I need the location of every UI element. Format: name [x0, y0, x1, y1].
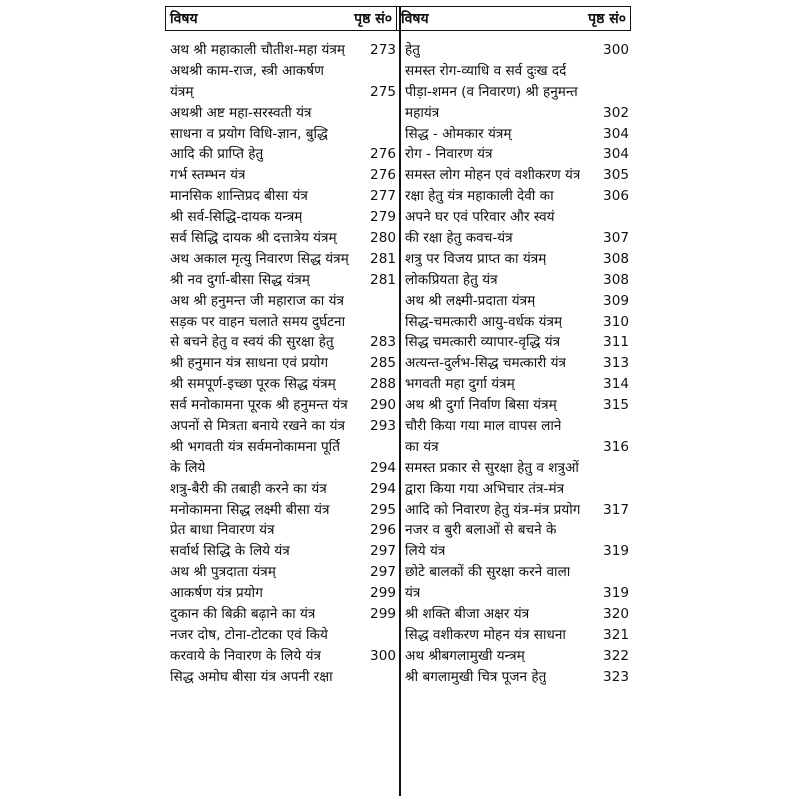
entry-page-number: 279 [370, 209, 396, 226]
index-entry [405, 332, 629, 353]
index-entry [405, 40, 629, 61]
entry-title: रक्षा हेतु यंत्र महाकाली देवी का [405, 188, 554, 205]
entry-title: नजर दोष, टोना-टोटका एवं किये [170, 626, 328, 643]
index-entry [405, 395, 629, 416]
entry-title: का यंत्र [405, 438, 439, 455]
entry-page-number: 308 [603, 271, 629, 288]
entry-title: के लिये [170, 459, 206, 476]
entry-title: अथ अकाल मृत्यु निवारण सिद्ध यंत्रम् [170, 250, 349, 267]
index-entry [170, 353, 396, 374]
left-column [170, 40, 396, 688]
index-entry [170, 583, 396, 604]
column-divider [399, 6, 401, 796]
entry-page-number [394, 103, 396, 124]
entry-title: श्री नव दुर्गा-बीसा सिद्ध यंत्रम् [170, 271, 310, 288]
entry-page-number: 314 [603, 376, 629, 393]
index-entry [170, 312, 396, 333]
entry-title: आदि को निवारण हेतु यंत्र-मंत्र प्रयोग [405, 501, 581, 518]
entry-title: पीड़ा-शमन (व निवारण) श्री हनुमन्त [405, 83, 578, 100]
entry-page-number [394, 312, 396, 333]
entry-page-number: 313 [603, 355, 629, 372]
entry-page-number: 311 [603, 334, 629, 351]
entry-title: द्वारा किया गया अभिचार तंत्र-मंत्र [405, 480, 565, 497]
index-entry [405, 61, 629, 82]
entry-title: समस्त रोग-व्याधि व सर्व दुःख दर्द [405, 62, 567, 79]
entry-page-number: 294 [370, 480, 396, 497]
index-entry [170, 61, 396, 82]
entry-title: प्रेत बाधा निवारण यंत्र [170, 522, 275, 539]
entry-title: अथ श्री दुर्गा निर्वाण बिसा यंत्रम् [405, 397, 557, 414]
index-entry [405, 479, 629, 500]
index-entry [170, 395, 396, 416]
entry-page-number: 300 [370, 647, 396, 664]
index-entry [405, 604, 629, 625]
header-right-page: पृष्ठ सं० [588, 11, 626, 27]
entry-title: भगवती महा दुर्गा यंत्रम् [405, 376, 515, 393]
entry-title: दुकान की बिक्री बढ़ाने का यंत्र [170, 606, 316, 623]
entry-page-number: 296 [370, 522, 396, 539]
entry-title: लिये यंत्र [405, 543, 446, 560]
header-left-page: पृष्ठ सं० [354, 11, 392, 27]
entry-page-number: 317 [603, 501, 629, 518]
right-column [405, 40, 629, 688]
index-entry [170, 186, 396, 207]
entry-title: मनोकामना सिद्ध लक्ष्मी बीसा यंत्र [170, 501, 330, 518]
entry-title: चौरी किया गया माल वापस लाने [405, 418, 562, 435]
entry-title: श्री सर्व-सिद्धि-दायक यन्त्रम् [170, 209, 303, 226]
entry-title: सिद्ध वशीकरण मोहन यंत्र साधना [405, 626, 566, 643]
entry-page-number [627, 82, 629, 103]
index-entry [405, 124, 629, 145]
entry-title: सर्वार्थ सिद्धि के लिये यंत्र [170, 543, 290, 560]
entry-page-number: 319 [603, 585, 629, 602]
index-entry [170, 103, 396, 124]
entry-page-number: 323 [603, 668, 629, 685]
index-entry [170, 437, 396, 458]
index-entry [405, 667, 629, 688]
index-entry [170, 562, 396, 583]
entry-title: अपने घर एवं परिवार और स्वयं [405, 209, 555, 226]
entry-page-number: 283 [370, 334, 396, 351]
entry-page-number: 308 [603, 250, 629, 267]
entry-title: रोग - निवारण यंत्र [405, 146, 493, 163]
index-entry [170, 249, 396, 270]
entry-page-number: 281 [370, 271, 396, 288]
entry-title: से बचने हेतु व स्वयं की सुरक्षा हेतु [170, 334, 334, 351]
entry-page-number: 285 [370, 355, 396, 372]
entry-title: यंत्र [405, 585, 421, 602]
index-entry [170, 520, 396, 541]
index-entry [170, 332, 396, 353]
entry-page-number: 304 [603, 125, 629, 142]
entry-title: नजर व बुरी बलाओं से बचने के [405, 522, 557, 539]
entry-page-number [627, 207, 629, 228]
entry-page-number: 315 [603, 397, 629, 414]
index-entry [405, 144, 629, 165]
entry-page-number: 316 [603, 438, 629, 455]
entry-title: महायंत्र [405, 104, 440, 121]
index-entry [405, 520, 629, 541]
entry-title: अथ श्री महाकाली चौतीश-महा यंत्रम् [170, 42, 346, 58]
index-entry [405, 165, 629, 186]
entry-title: समस्त प्रकार से सुरक्षा हेतु व शत्रुओं [405, 459, 579, 476]
entry-title: सिद्ध - ओमकार यंत्रम् [405, 125, 512, 142]
entry-page-number [627, 61, 629, 82]
index-entry [170, 144, 396, 165]
entry-page-number: 299 [370, 585, 396, 602]
entry-page-number: 299 [370, 606, 396, 623]
entry-title: श्री समपूर्ण-इच्छा पूरक सिद्ध यंत्रम् [170, 376, 336, 393]
entry-page-number: 297 [370, 543, 396, 560]
entry-page-number: 281 [370, 250, 396, 267]
entry-title: मानसिक शान्तिप्रद बीसा यंत्र [170, 188, 308, 205]
index-entry [170, 604, 396, 625]
entry-title: अथ श्रीबगलामुखी यन्त्रम् [405, 647, 525, 664]
index-entry [405, 437, 629, 458]
entry-page-number: 302 [603, 104, 629, 121]
index-entry [170, 500, 396, 521]
entry-page-number [627, 416, 629, 437]
entry-title: अथ श्री पुत्रदाता यंत्रम् [170, 564, 276, 581]
index-entry [170, 207, 396, 228]
entry-title: सिद्ध चमत्कारी व्यापार-वृद्धि यंत्र [405, 334, 561, 351]
index-entry [170, 667, 396, 688]
entry-title: श्री भगवती यंत्र सर्वमनोकामना पूर्ति [170, 438, 340, 455]
entry-page-number [394, 437, 396, 458]
entry-title: आकर्षण यंत्र प्रयोग [170, 585, 263, 602]
entry-page-number: 300 [603, 42, 629, 58]
index-entry [405, 646, 629, 667]
index-entry [170, 541, 396, 562]
index-entry [405, 312, 629, 333]
index-entry [405, 103, 629, 124]
entry-title: सिद्ध अमोघ बीसा यंत्र अपनी रक्षा [170, 668, 333, 685]
index-entry [405, 458, 629, 479]
header-right [397, 7, 630, 30]
index-entry [170, 374, 396, 395]
entry-title: अथश्री काम-राज, स्त्री आकर्षण [170, 62, 324, 79]
index-entry [405, 270, 629, 291]
entry-page-number [394, 291, 396, 312]
entry-page-number: 322 [603, 647, 629, 664]
entry-title: हेतु [405, 42, 420, 58]
index-entry [170, 625, 396, 646]
header-left [166, 7, 397, 30]
index-entry [170, 40, 396, 61]
index-entry [405, 291, 629, 312]
entry-page-number [627, 520, 629, 541]
entry-page-number: 306 [603, 188, 629, 205]
entry-title: सड़क पर वाहन चलाते समय दुर्घटना [170, 313, 346, 330]
entry-page-number [394, 61, 396, 82]
entry-title: करवाये के निवारण के लिये यंत्र [170, 647, 321, 664]
index-entry [170, 270, 396, 291]
index-entry [405, 625, 629, 646]
entry-title: शत्रु-बैरी की तबाही करने का यंत्र [170, 480, 327, 497]
index-entry [170, 82, 396, 103]
entry-page-number: 309 [603, 292, 629, 309]
entry-title: समस्त लोग मोहन एवं वशीकरण यंत्र [405, 167, 581, 184]
entry-page-number [394, 667, 396, 688]
entry-title: साधना व प्रयोग विधि-ज्ञान, बुद्धि [170, 125, 328, 142]
entry-title: आदि की प्राप्ति हेतु [170, 146, 264, 163]
entry-page-number [394, 124, 396, 145]
index-entry [170, 416, 396, 437]
entry-title: लोकप्रियता हेतु यंत्र [405, 271, 498, 288]
entry-page-number: 288 [370, 376, 396, 393]
entry-page-number [627, 562, 629, 583]
entry-title: सिद्ध-चमत्कारी आयु-वर्धक यंत्रम् [405, 313, 563, 330]
index-entry [405, 374, 629, 395]
index-entry [405, 207, 629, 228]
entry-page-number: 294 [370, 459, 396, 476]
entry-page-number: 276 [370, 146, 396, 163]
entry-title: छोटे बालकों की सुरक्षा करने वाला [405, 564, 571, 581]
entry-page-number: 310 [603, 313, 629, 330]
index-entry [405, 562, 629, 583]
entry-page-number [394, 625, 396, 646]
entry-page-number: 273 [370, 42, 396, 58]
entry-page-number [627, 479, 629, 500]
entry-title: सर्व मनोकामना पूरक श्री हनुमन्त यंत्र [170, 397, 348, 414]
entry-page-number: 295 [370, 501, 396, 518]
index-entry [170, 479, 396, 500]
entry-page-number [627, 458, 629, 479]
index-entry [405, 249, 629, 270]
entry-title: सर्व सिद्धि दायक श्री दत्तात्रेय यंत्रम् [170, 230, 337, 247]
entry-title: श्री बगलामुखी चित्र पूजन हेतु [405, 668, 547, 685]
index-entry [170, 228, 396, 249]
header-right-subject: विषय [401, 11, 429, 27]
index-entry [170, 458, 396, 479]
entry-page-number: 297 [370, 564, 396, 581]
index-entry [170, 291, 396, 312]
entry-title: अपनों से मित्रता बनाये रखने का यंत्र [170, 418, 345, 435]
entry-page-number: 320 [603, 606, 629, 623]
entry-title: अत्यन्त-दुर्लभ-सिद्ध चमत्कारी यंत्र [405, 355, 567, 372]
entry-page-number: 277 [370, 188, 396, 205]
index-entry [405, 583, 629, 604]
entry-page-number: 321 [603, 626, 629, 643]
entry-page-number: 293 [370, 418, 396, 435]
entry-title: यंत्रम् [170, 83, 194, 100]
entry-title: अथ श्री हनुमन्त जी महाराज का यंत्र [170, 292, 344, 309]
index-entry [405, 186, 629, 207]
entry-page-number: 280 [370, 230, 396, 247]
entry-page-number: 275 [370, 83, 396, 100]
entry-title: श्री शक्ति बीजा अक्षर यंत्र [405, 606, 530, 623]
index-entry [170, 165, 396, 186]
index-entry [405, 228, 629, 249]
entry-page-number: 290 [370, 397, 396, 414]
entry-page-number: 305 [603, 167, 629, 184]
entry-title: अथश्री अष्ट महा-सरस्वती यंत्र [170, 104, 312, 121]
index-entry [405, 541, 629, 562]
entry-title: की रक्षा हेतु कवच-यंत्र [405, 230, 513, 247]
index-entry [405, 353, 629, 374]
index-entry [405, 416, 629, 437]
table-header [165, 6, 631, 31]
entry-page-number: 319 [603, 543, 629, 560]
entry-page-number: 304 [603, 146, 629, 163]
header-left-subject: विषय [170, 11, 198, 27]
entry-title: गर्भ स्तम्भन यंत्र [170, 167, 246, 184]
entry-page-number: 276 [370, 167, 396, 184]
entry-title: अथ श्री लक्ष्मी-प्रदाता यंत्रम् [405, 292, 536, 309]
index-entry [405, 500, 629, 521]
entry-page-number: 307 [603, 230, 629, 247]
index-entry [405, 82, 629, 103]
index-entry [170, 124, 396, 145]
entry-title: शत्रु पर विजय प्राप्त का यंत्रम् [405, 250, 547, 267]
entry-title: श्री हनुमान यंत्र साधना एवं प्रयोग [170, 355, 329, 372]
index-entry [170, 646, 396, 667]
